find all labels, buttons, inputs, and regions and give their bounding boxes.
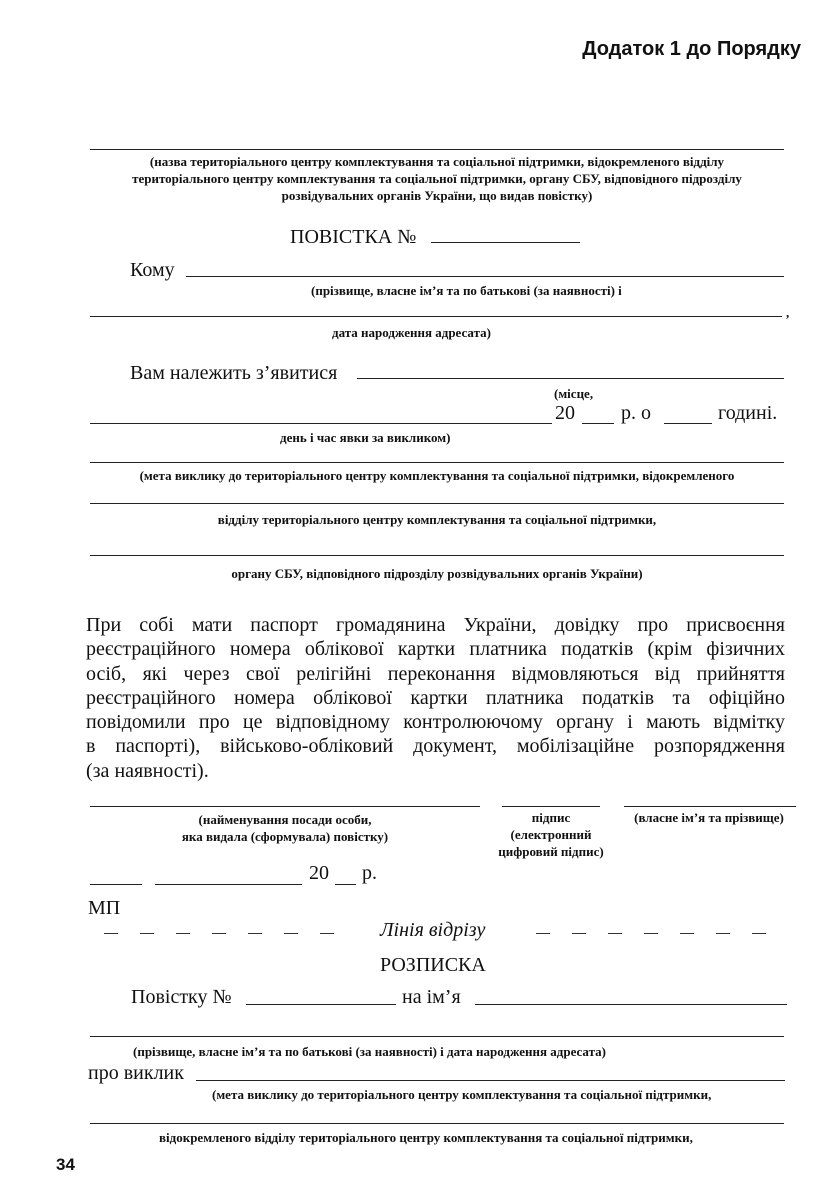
to-label: Кому xyxy=(130,259,175,281)
instructions-line: повідомили про це відповідному контролюючому органу і мають відмітку xyxy=(86,711,785,734)
instructions-line: реєстраційного номера облікової картки платника податків (крім фізичних xyxy=(86,638,785,661)
instructions-line: в паспорті), військово-обліковий документ, мобілізаційне розпорядження xyxy=(86,735,785,758)
receipt-name-caption: (прізвище, власне ім’я та по батькові (за наявності) і дата народження адресата) xyxy=(133,1044,606,1059)
receipt-name-field-2[interactable] xyxy=(90,1036,784,1037)
position-caption-1: (найменування посади особи, xyxy=(198,812,372,827)
receipt-name-field[interactable] xyxy=(475,1004,787,1005)
cut-dash xyxy=(320,933,334,934)
recipient-dob-field[interactable] xyxy=(90,316,782,317)
purpose-field-1[interactable] xyxy=(90,462,784,463)
receipt-purpose-caption-1: (мета виклику до територіального центру комплектування та соціальної підтримки, xyxy=(212,1087,712,1102)
position-field[interactable] xyxy=(90,806,480,807)
position-caption-2: яка видала (сформувала) повістку) xyxy=(181,829,389,844)
sign-month-field[interactable] xyxy=(155,884,302,885)
instructions-line: реєстраційного номера облікової картки платника податків та офіційно xyxy=(86,686,785,709)
stamp-label: МП xyxy=(88,897,121,919)
notice-number-field[interactable] xyxy=(431,242,580,243)
notice-title: ПОВІСТКА № xyxy=(290,226,417,248)
cut-dash xyxy=(644,933,658,934)
appear-date-field[interactable] xyxy=(90,423,552,424)
year-field[interactable] xyxy=(582,423,614,424)
issuer-field-line[interactable] xyxy=(90,149,784,150)
appear-label: Вам належить з’явитися xyxy=(130,362,338,384)
sign-year-field[interactable] xyxy=(335,884,356,885)
signature-field[interactable] xyxy=(502,806,600,807)
purpose-caption-3: органу СБУ, відповідного підрозділу розвідувальних органів України) xyxy=(231,566,643,581)
instructions-line: (за наявності). xyxy=(86,759,209,782)
sign-year-suffix: р. xyxy=(362,862,377,884)
hour-label: р. о xyxy=(621,402,651,424)
cut-dash xyxy=(284,933,298,934)
cut-dash xyxy=(176,933,190,934)
purpose-field-3[interactable] xyxy=(90,555,784,556)
instructions-line: осіб, які через свої релігійні переконання відмовляються від прийняття xyxy=(86,662,785,685)
recipient-name-field[interactable] xyxy=(186,276,784,277)
purpose-caption-2: відділу територіального центру комплектування та соціальної підтримки, xyxy=(217,512,657,527)
recipient-name-caption: (прізвище, власне ім’я та по батькові (за наявності) і xyxy=(311,283,622,298)
signature-caption-2: (електронний xyxy=(510,827,592,842)
signer-name-field[interactable] xyxy=(624,806,796,807)
recipient-dob-caption: дата народження адресата) xyxy=(332,325,491,340)
trailing-comma: , xyxy=(786,305,790,320)
year-prefix: 20 xyxy=(555,402,575,424)
cut-dash xyxy=(140,933,154,934)
receipt-purpose-caption-2: відокремленого відділу територіального центру комплектування та соціальної підтримки, xyxy=(159,1130,693,1145)
cut-dash xyxy=(212,933,226,934)
page-number: 34 xyxy=(56,1155,75,1174)
cut-line-label: Лінія відрізу xyxy=(380,919,486,941)
appendix-title: Додаток 1 до Порядку xyxy=(582,38,801,60)
instructions-paragraph xyxy=(86,613,785,783)
sign-day-field[interactable] xyxy=(90,884,142,885)
receipt-notice-number-field[interactable] xyxy=(246,1004,396,1005)
cut-dash xyxy=(680,933,694,934)
purpose-caption-1: (мета виклику до територіального центру комплектування та соціальної підтримки, відокремленого xyxy=(139,468,735,483)
receipt-purpose-field-1[interactable] xyxy=(196,1080,785,1081)
place-caption: (місце, xyxy=(554,386,594,401)
cut-dash xyxy=(248,933,262,934)
cut-dash xyxy=(608,933,622,934)
cut-dash xyxy=(104,933,118,934)
issuer-caption-2: територіального центру комплектування та соціальної підтримки, органу СБУ, відповідного підрозділу xyxy=(132,171,742,186)
sign-year-prefix: 20 xyxy=(309,862,329,884)
cut-dash xyxy=(572,933,586,934)
purpose-field-2[interactable] xyxy=(90,503,784,504)
receipt-purpose-label: про виклик xyxy=(88,1062,184,1084)
instructions-line: При собі мати паспорт громадянина України, довідку про присвоєння xyxy=(86,614,785,636)
hour-field[interactable] xyxy=(664,423,712,424)
issuer-caption-1: (назва територіального центру комплектування та соціальної підтримки, відокремленого відділу xyxy=(149,154,725,169)
signature-caption-1: підпис xyxy=(531,810,571,825)
cut-dash xyxy=(752,933,766,934)
receipt-title: РОЗПИСКА xyxy=(380,954,486,976)
cut-dash xyxy=(716,933,730,934)
issuer-caption-3: розвідувальних органів України, що видав повістку) xyxy=(281,188,593,203)
hours-word: годині. xyxy=(718,402,778,424)
receipt-to-name-label: на ім’я xyxy=(402,986,461,1008)
receipt-purpose-field-2[interactable] xyxy=(90,1123,784,1124)
signature-caption-3: цифровий підпис) xyxy=(498,844,604,859)
signer-name-caption: (власне ім’я та прізвище) xyxy=(634,810,784,825)
date-caption: день і час явки за викликом) xyxy=(280,430,451,445)
appear-place-field[interactable] xyxy=(357,378,784,379)
receipt-notice-label: Повістку № xyxy=(131,986,232,1008)
cut-dash xyxy=(536,933,550,934)
